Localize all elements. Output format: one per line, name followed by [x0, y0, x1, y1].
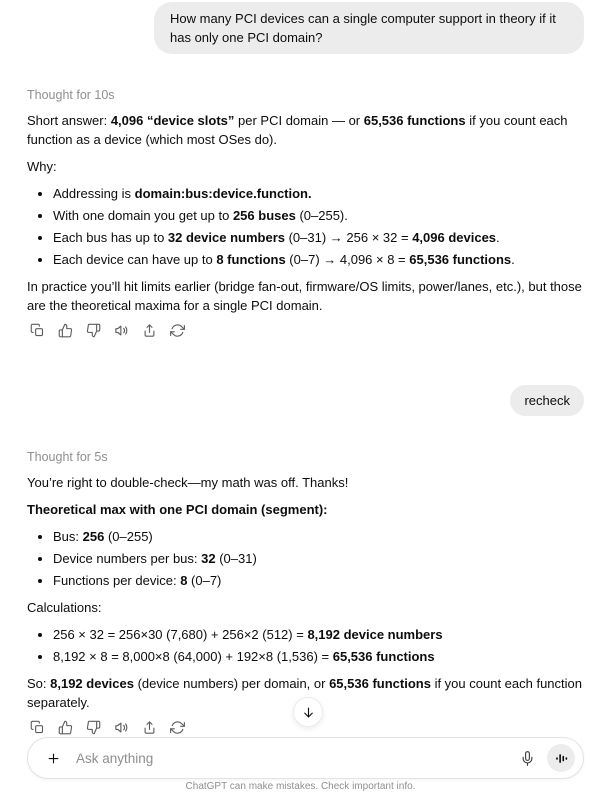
bullet-item: • Functions per device: 8 (0–7) [53, 571, 584, 590]
copy-button[interactable] [27, 718, 47, 736]
thumbs-down-button[interactable] [83, 321, 103, 339]
microphone-icon [520, 751, 535, 766]
voice-mode-button[interactable] [547, 744, 575, 772]
bullet-item: • 256 × 32 = 256×30 (7,680) + 256×2 (512) = 8,192 device numbers [53, 625, 584, 644]
arrow-down-icon [301, 705, 316, 720]
user-message-bubble: How many PCI devices can a single computer support in theory if it has only one PCI domain? [154, 2, 584, 54]
voice-waveform-icon [554, 751, 569, 766]
regenerate-button[interactable] [167, 321, 187, 339]
regenerate-icon [170, 323, 185, 338]
thumbs-down-icon [86, 720, 101, 735]
user-message-bubble: recheck [510, 385, 584, 416]
message-paragraph: In practice you’ll hit limits earlier (bridge fan-out, firmware/OS limits, power/lanes, etc.), but those are the theoretical maxima for a single PCI domain. [27, 279, 582, 313]
read-aloud-button[interactable] [111, 718, 131, 736]
regenerate-button[interactable] [167, 718, 187, 736]
message-paragraph: Why: [27, 159, 57, 174]
attach-button[interactable] [42, 747, 64, 769]
plus-icon [46, 751, 61, 766]
regenerate-icon [170, 720, 185, 735]
message-action-bar [27, 321, 584, 339]
bullet-item: • Each device can have up to 8 functions (0–7) → 4,096 × 8 = 65,536 functions. [53, 250, 584, 269]
bullet-item: • Device numbers per bus: 32 (0–31) [53, 549, 584, 568]
thought-duration-label[interactable]: Thought for 10s [27, 88, 115, 102]
thumbs-down-icon [86, 323, 101, 338]
read-aloud-button[interactable] [111, 321, 131, 339]
thumbs-down-button[interactable] [83, 718, 103, 736]
copy-icon [30, 323, 45, 338]
bullet-item: • With one domain you get up to 256 buses (0–255). [53, 206, 584, 225]
disclaimer: ChatGPT can make mistakes. Check important info. [185, 781, 416, 792]
bullet-item: • Bus: 256 (0–255) [53, 527, 584, 546]
share-icon [142, 323, 157, 338]
message-paragraph: So: 8,192 devices (device numbers) per domain, or 65,536 functions if you count each function separately. [27, 676, 582, 710]
bullet-item: • Each bus has up to 32 device numbers (0–31) → 256 × 32 = 4,096 devices. [53, 228, 584, 247]
bullet-list [27, 184, 584, 269]
message-paragraph: You’re right to double-check—my math was off. Thanks! [27, 475, 349, 490]
copy-icon [30, 720, 45, 735]
thumbs-up-icon [58, 720, 73, 735]
thumbs-up-button[interactable] [55, 718, 75, 736]
bullet-item: • 8,192 × 8 = 8,000×8 (64,000) + 192×8 (1,536) = 65,536 functions [53, 647, 584, 666]
share-button[interactable] [139, 718, 159, 736]
composer [27, 737, 584, 779]
share-button[interactable] [139, 321, 159, 339]
message-paragraph: Calculations: [27, 600, 102, 615]
share-icon [142, 720, 157, 735]
speaker-icon [114, 720, 129, 735]
assistant-message [27, 86, 584, 339]
thumbs-up-icon [58, 323, 73, 338]
bullet-list [27, 625, 584, 666]
mic-button[interactable] [515, 746, 539, 770]
thumbs-up-button[interactable] [55, 321, 75, 339]
speaker-icon [114, 323, 129, 338]
assistant-message [27, 448, 584, 736]
bullet-item: • Addressing is domain:bus:device.function. [53, 184, 584, 203]
message-paragraph: Theoretical max with one PCI domain (segment): [27, 502, 328, 517]
message-paragraph: Short answer: 4,096 “device slots” per PCI domain — or 65,536 functions if you count each function as a device (which most OSes do). [27, 113, 568, 147]
thought-duration-label[interactable]: Thought for 5s [27, 450, 108, 464]
copy-button[interactable] [27, 321, 47, 339]
bullet-list [27, 527, 584, 590]
message-input[interactable] [76, 751, 515, 766]
scroll-to-bottom-button[interactable] [293, 697, 323, 727]
